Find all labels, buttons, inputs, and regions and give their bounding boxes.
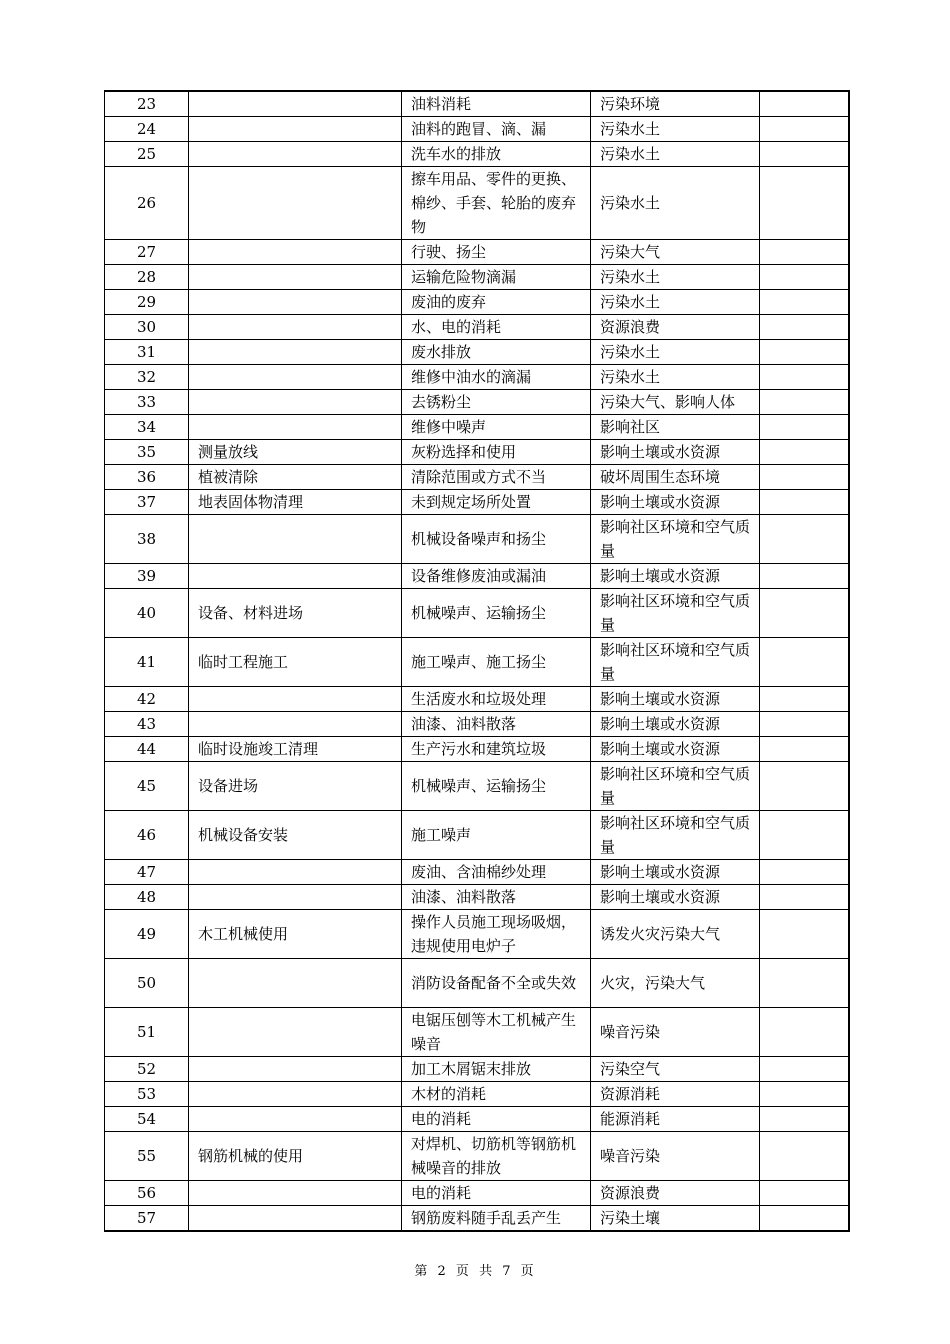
row-number-cell: 36	[105, 465, 189, 490]
remarks-cell	[760, 515, 849, 564]
table-row	[105, 490, 849, 515]
remarks-cell	[760, 415, 849, 440]
environmental-aspect-cell: 去锈粉尘	[402, 390, 591, 415]
remarks-cell	[760, 885, 849, 910]
remarks-cell	[760, 142, 849, 167]
remarks-cell	[760, 589, 849, 638]
row-number-cell: 31	[105, 340, 189, 365]
activity-cell	[189, 117, 402, 142]
row-number-cell: 25	[105, 142, 189, 167]
remarks-cell	[760, 564, 849, 589]
activity-cell: 测量放线	[189, 440, 402, 465]
environmental-aspect-cell: 运输危险物滴漏	[402, 265, 591, 290]
table-row	[105, 1008, 849, 1057]
activity-cell	[189, 860, 402, 885]
table-row	[105, 737, 849, 762]
activity-cell: 地表固体物清理	[189, 490, 402, 515]
table-row	[105, 1206, 849, 1232]
activity-cell	[189, 885, 402, 910]
environmental-aspect-cell: 施工噪声、施工扬尘	[402, 638, 591, 687]
table-row	[105, 959, 849, 1008]
table-row	[105, 638, 849, 687]
environmental-impact-cell: 污染大气、影响人体	[591, 390, 760, 415]
remarks-cell	[760, 340, 849, 365]
row-number-cell: 24	[105, 117, 189, 142]
environmental-aspect-cell: 电的消耗	[402, 1181, 591, 1206]
table-row	[105, 811, 849, 860]
remarks-cell	[760, 1008, 849, 1057]
remarks-cell	[760, 1057, 849, 1082]
environmental-aspect-cell: 维修中噪声	[402, 415, 591, 440]
table-row	[105, 265, 849, 290]
row-number-cell: 35	[105, 440, 189, 465]
activity-cell: 机械设备安装	[189, 811, 402, 860]
activity-cell: 木工机械使用	[189, 910, 402, 959]
environmental-impact-cell: 影响土壤或水资源	[591, 564, 760, 589]
activity-cell: 设备、材料进场	[189, 589, 402, 638]
environmental-aspect-cell: 灰粉选择和使用	[402, 440, 591, 465]
row-number-cell: 42	[105, 687, 189, 712]
environmental-impact-cell: 影响土壤或水资源	[591, 440, 760, 465]
table-row	[105, 1057, 849, 1082]
activity-cell	[189, 1206, 402, 1232]
table-row	[105, 465, 849, 490]
table-row	[105, 365, 849, 390]
row-number-cell: 29	[105, 290, 189, 315]
environmental-impact-cell: 污染水土	[591, 340, 760, 365]
table-row	[105, 390, 849, 415]
remarks-cell	[760, 265, 849, 290]
environmental-aspect-cell: 水、电的消耗	[402, 315, 591, 340]
environmental-aspect-cell: 施工噪声	[402, 811, 591, 860]
environmental-impact-cell: 噪音污染	[591, 1132, 760, 1181]
table-row	[105, 564, 849, 589]
remarks-cell	[760, 737, 849, 762]
environmental-impact-cell: 影响土壤或水资源	[591, 885, 760, 910]
remarks-cell	[760, 167, 849, 240]
remarks-cell	[760, 910, 849, 959]
environmental-impact-cell: 噪音污染	[591, 1008, 760, 1057]
remarks-cell	[760, 638, 849, 687]
remarks-cell	[760, 91, 849, 117]
row-number-cell: 47	[105, 860, 189, 885]
footer-prefix: 第	[414, 1264, 430, 1279]
environmental-impact-cell: 影响土壤或水资源	[591, 490, 760, 515]
row-number-cell: 44	[105, 737, 189, 762]
environmental-aspect-cell: 行驶、扬尘	[402, 240, 591, 265]
remarks-cell	[760, 1132, 849, 1181]
environmental-aspect-cell: 机械噪声、运输扬尘	[402, 762, 591, 811]
table-row	[105, 117, 849, 142]
environmental-impact-cell: 污染水土	[591, 117, 760, 142]
environmental-impact-cell: 污染空气	[591, 1057, 760, 1082]
activity-cell	[189, 415, 402, 440]
environmental-aspect-cell: 设备维修废油或漏油	[402, 564, 591, 589]
activity-cell	[189, 240, 402, 265]
activity-cell	[189, 1107, 402, 1132]
row-number-cell: 57	[105, 1206, 189, 1232]
row-number-cell: 28	[105, 265, 189, 290]
table-row	[105, 515, 849, 564]
activity-cell	[189, 142, 402, 167]
remarks-cell	[760, 1107, 849, 1132]
activity-cell	[189, 1082, 402, 1107]
footer-total-pages: 7	[502, 1264, 513, 1279]
environmental-aspect-cell: 生产污水和建筑垃圾	[402, 737, 591, 762]
activity-cell	[189, 515, 402, 564]
environmental-impact-cell: 破坏周围生态环境	[591, 465, 760, 490]
remarks-cell	[760, 240, 849, 265]
remarks-cell	[760, 1206, 849, 1232]
environmental-aspect-cell: 油漆、油料散落	[402, 712, 591, 737]
environmental-aspect-cell: 加工木屑锯末排放	[402, 1057, 591, 1082]
environmental-aspect-cell: 机械设备噪声和扬尘	[402, 515, 591, 564]
environmental-impact-cell: 影响土壤或水资源	[591, 737, 760, 762]
row-number-cell: 53	[105, 1082, 189, 1107]
environmental-impact-cell: 污染土壤	[591, 1206, 760, 1232]
activity-cell	[189, 265, 402, 290]
environmental-impact-cell: 影响社区	[591, 415, 760, 440]
activity-cell: 设备进场	[189, 762, 402, 811]
activity-cell	[189, 687, 402, 712]
environmental-impact-cell: 污染环境	[591, 91, 760, 117]
remarks-cell	[760, 440, 849, 465]
environmental-aspect-cell: 电锯压刨等木工机械产生噪音	[402, 1008, 591, 1057]
remarks-cell	[760, 315, 849, 340]
table-body	[105, 91, 849, 1231]
activity-cell	[189, 959, 402, 1008]
table-row	[105, 415, 849, 440]
environmental-impact-cell: 资源浪费	[591, 315, 760, 340]
environmental-impact-cell: 影响社区环境和空气质量	[591, 515, 760, 564]
remarks-cell	[760, 290, 849, 315]
activity-cell	[189, 390, 402, 415]
environmental-impact-cell: 资源浪费	[591, 1181, 760, 1206]
environmental-impact-cell: 资源消耗	[591, 1082, 760, 1107]
environmental-impact-cell: 影响社区环境和空气质量	[591, 589, 760, 638]
environmental-impact-cell: 污染水土	[591, 290, 760, 315]
remarks-cell	[760, 811, 849, 860]
table-row	[105, 142, 849, 167]
table-row	[105, 91, 849, 117]
environmental-impact-cell: 诱发火灾污染大气	[591, 910, 760, 959]
row-number-cell: 23	[105, 91, 189, 117]
environmental-aspect-cell: 消防设备配备不全或失效	[402, 959, 591, 1008]
activity-cell	[189, 315, 402, 340]
table-row	[105, 860, 849, 885]
table-row	[105, 762, 849, 811]
row-number-cell: 26	[105, 167, 189, 240]
environmental-impact-cell: 火灾，污染大气	[591, 959, 760, 1008]
environmental-impact-cell: 污染水土	[591, 142, 760, 167]
environmental-aspect-cell: 钢筋废料随手乱丢产生	[402, 1206, 591, 1232]
remarks-cell	[760, 365, 849, 390]
activity-cell	[189, 290, 402, 315]
activity-cell	[189, 1008, 402, 1057]
row-number-cell: 32	[105, 365, 189, 390]
environmental-aspect-cell: 未到规定场所处置	[402, 490, 591, 515]
environmental-impact-cell: 污染大气	[591, 240, 760, 265]
row-number-cell: 45	[105, 762, 189, 811]
environmental-aspect-cell: 维修中油水的滴漏	[402, 365, 591, 390]
environmental-aspect-cell: 机械噪声、运输扬尘	[402, 589, 591, 638]
environmental-impact-cell: 影响土壤或水资源	[591, 687, 760, 712]
table-row	[105, 1082, 849, 1107]
row-number-cell: 51	[105, 1008, 189, 1057]
activity-cell	[189, 340, 402, 365]
row-number-cell: 41	[105, 638, 189, 687]
footer-suffix: 页	[520, 1264, 536, 1279]
remarks-cell	[760, 712, 849, 737]
row-number-cell: 46	[105, 811, 189, 860]
remarks-cell	[760, 687, 849, 712]
environmental-aspect-cell: 油漆、油料散落	[402, 885, 591, 910]
remarks-cell	[760, 1082, 849, 1107]
row-number-cell: 34	[105, 415, 189, 440]
environmental-aspect-cell: 洗车水的排放	[402, 142, 591, 167]
environmental-impact-cell: 污染水土	[591, 167, 760, 240]
footer-total-word: 共	[479, 1264, 495, 1279]
table-row	[105, 240, 849, 265]
table-row	[105, 1132, 849, 1181]
activity-cell	[189, 365, 402, 390]
environmental-impact-cell: 影响社区环境和空气质量	[591, 762, 760, 811]
environmental-aspect-cell: 清除范围或方式不当	[402, 465, 591, 490]
table-row	[105, 910, 849, 959]
environmental-aspect-cell: 生活废水和垃圾处理	[402, 687, 591, 712]
row-number-cell: 38	[105, 515, 189, 564]
activity-cell: 钢筋机械的使用	[189, 1132, 402, 1181]
environmental-aspect-cell: 木材的消耗	[402, 1082, 591, 1107]
environmental-impact-cell: 污染水土	[591, 365, 760, 390]
environmental-aspect-cell: 操作人员施工现场吸烟，违规使用电炉子	[402, 910, 591, 959]
environmental-aspect-cell: 废水排放	[402, 340, 591, 365]
table-row	[105, 589, 849, 638]
remarks-cell	[760, 490, 849, 515]
environmental-aspect-cell: 废油、含油棉纱处理	[402, 860, 591, 885]
row-number-cell: 33	[105, 390, 189, 415]
activity-cell: 临时工程施工	[189, 638, 402, 687]
table-row	[105, 1107, 849, 1132]
row-number-cell: 30	[105, 315, 189, 340]
row-number-cell: 55	[105, 1132, 189, 1181]
environmental-impact-cell: 影响土壤或水资源	[591, 712, 760, 737]
row-number-cell: 56	[105, 1181, 189, 1206]
footer-current-page: 2	[437, 1264, 448, 1279]
row-number-cell: 27	[105, 240, 189, 265]
environmental-aspect-cell: 擦车用品、零件的更换、棉纱、手套、轮胎的废弃物	[402, 167, 591, 240]
table-row	[105, 315, 849, 340]
table-row	[105, 167, 849, 240]
activity-cell	[189, 91, 402, 117]
remarks-cell	[760, 390, 849, 415]
page-footer	[0, 1260, 950, 1279]
environmental-impact-cell: 影响社区环境和空气质量	[591, 811, 760, 860]
table-row	[105, 1181, 849, 1206]
row-number-cell: 40	[105, 589, 189, 638]
row-number-cell: 37	[105, 490, 189, 515]
remarks-cell	[760, 465, 849, 490]
environmental-aspects-table	[104, 90, 850, 1232]
remarks-cell	[760, 762, 849, 811]
environmental-aspect-cell: 对焊机、切筋机等钢筋机械噪音的排放	[402, 1132, 591, 1181]
environmental-aspect-cell: 油料的跑冒、滴、漏	[402, 117, 591, 142]
table-row	[105, 687, 849, 712]
environmental-aspect-cell: 电的消耗	[402, 1107, 591, 1132]
table-row	[105, 340, 849, 365]
environmental-impact-cell: 能源消耗	[591, 1107, 760, 1132]
activity-cell: 植被清除	[189, 465, 402, 490]
remarks-cell	[760, 117, 849, 142]
table-row	[105, 290, 849, 315]
environmental-impact-cell: 污染水土	[591, 265, 760, 290]
activity-cell	[189, 167, 402, 240]
environmental-aspect-cell: 废油的废弃	[402, 290, 591, 315]
row-number-cell: 49	[105, 910, 189, 959]
row-number-cell: 39	[105, 564, 189, 589]
row-number-cell: 43	[105, 712, 189, 737]
activity-cell	[189, 712, 402, 737]
table-row	[105, 885, 849, 910]
row-number-cell: 48	[105, 885, 189, 910]
table-row	[105, 440, 849, 465]
activity-cell	[189, 564, 402, 589]
row-number-cell: 54	[105, 1107, 189, 1132]
table-row	[105, 712, 849, 737]
activity-cell	[189, 1057, 402, 1082]
row-number-cell: 52	[105, 1057, 189, 1082]
activity-cell	[189, 1181, 402, 1206]
remarks-cell	[760, 959, 849, 1008]
row-number-cell: 50	[105, 959, 189, 1008]
activity-cell: 临时设施竣工清理	[189, 737, 402, 762]
remarks-cell	[760, 1181, 849, 1206]
environmental-impact-cell: 影响土壤或水资源	[591, 860, 760, 885]
environmental-impact-cell: 影响社区环境和空气质量	[591, 638, 760, 687]
environmental-aspect-cell: 油料消耗	[402, 91, 591, 117]
remarks-cell	[760, 860, 849, 885]
footer-page-word: 页	[455, 1264, 471, 1279]
